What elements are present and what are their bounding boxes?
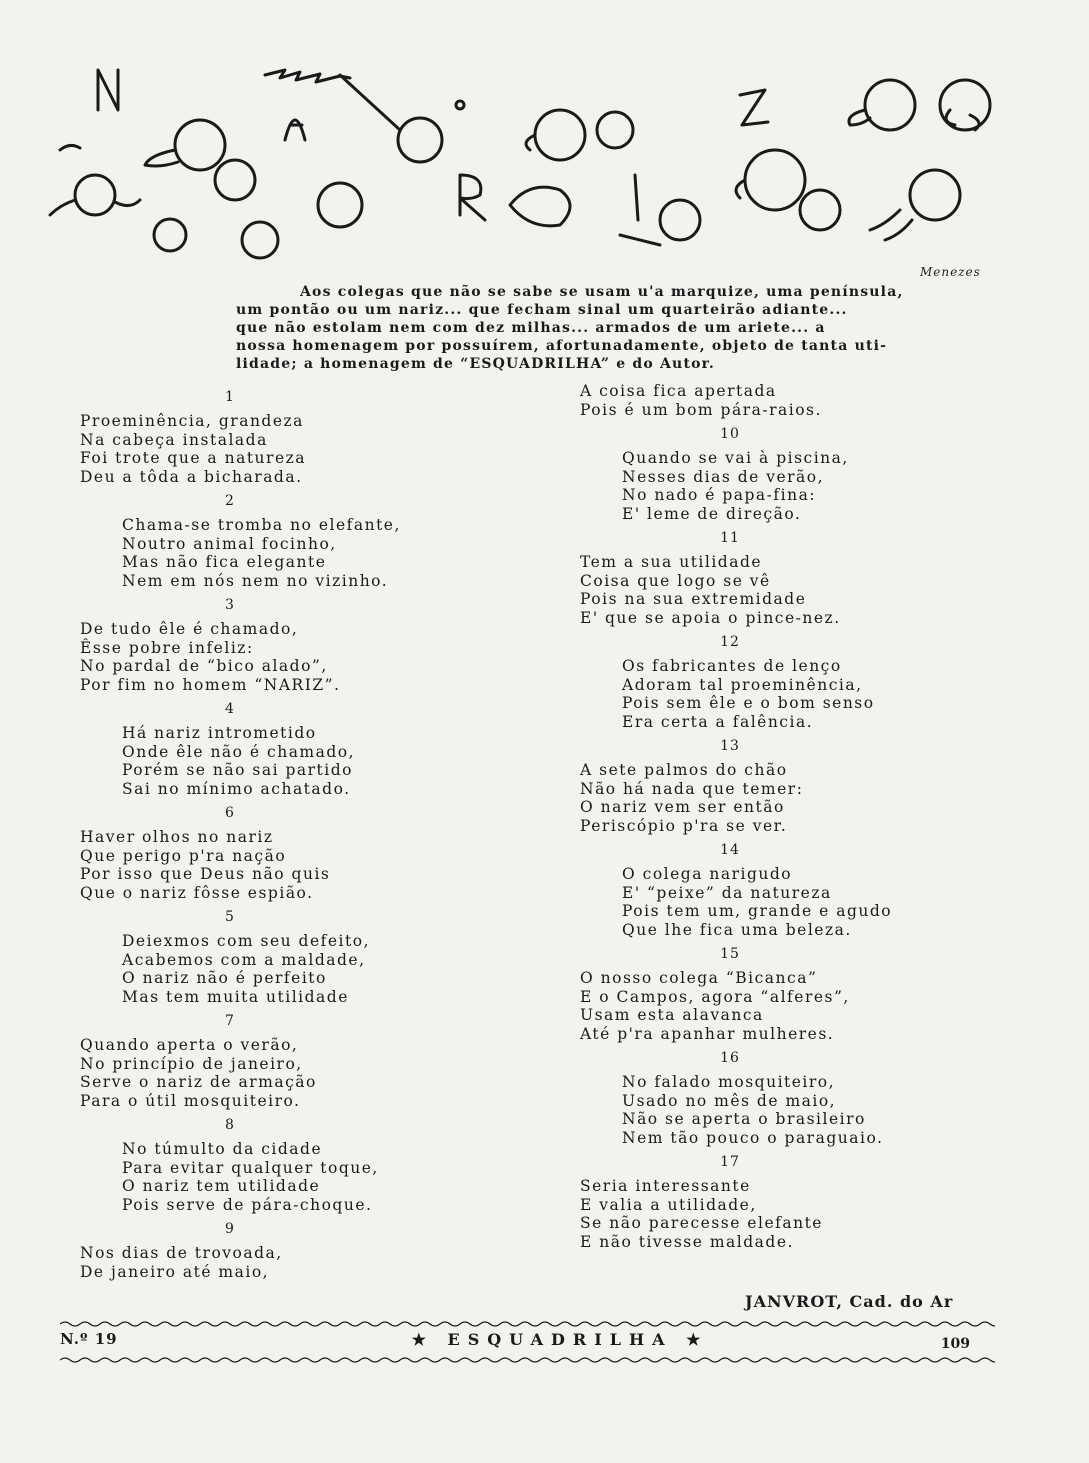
verse-line: Para evitar qualquer toque, [122,1158,379,1177]
letter-a [285,120,305,140]
verse-line: Por fim no homem “NARIZ”. [80,675,341,694]
verse-line: Não há nada que temer: [580,779,804,798]
stanza-number: 3 [225,597,235,613]
stanza [580,529,1000,627]
stanza-number: 15 [720,946,740,962]
verse-line: Era certa a falência. [622,712,814,731]
intro-line: lidade; a homenagem de “ESQUADRILHA” e do Autor. [236,356,716,372]
verse-line: Usado no mês de maio, [622,1091,837,1110]
verse-line: Pois é um bom pára-raios. [580,400,822,419]
verse-line: Até p'ra apanhar mulheres. [580,1024,835,1043]
caricatures-illustration [40,30,1050,270]
verse-line: Coisa que logo se vê [580,571,771,590]
stanza-number: 5 [225,909,235,925]
stanza-number: 6 [225,805,235,821]
stanza [580,633,1000,731]
verse-line: E' leme de direção. [622,504,802,523]
poem-left-column [80,382,500,1281]
verse-line: Os fabricantes de lenço [622,657,842,675]
verse-line: Quando aperta o verão, [80,1036,299,1054]
verse-line: Porém se não sai partido [122,761,353,779]
verse-line: Tem a sua utilidade [580,553,763,571]
issue-number: N.º 19 [60,1330,118,1348]
verse-line: O nariz vem ser então [580,798,785,816]
stanza [80,492,500,590]
verse-line: Que perigo p'ra nação [80,846,287,865]
verse-line: Acabemos com a maldade, [122,950,366,969]
stanza [580,425,1000,523]
verse-line: E' que se apoia o pince-nez. [580,608,841,627]
verse-line: Por isso que Deus não quis [80,865,331,883]
verse-line: Êsse pobre infeliz: [80,638,254,657]
stanza [580,1153,1000,1251]
intro-line: que não estolam nem com dez milhas... armados de um ariete... a [236,320,826,336]
verse-line: No princípio de janeiro, [80,1054,303,1073]
stanza-number: 11 [720,530,740,546]
verse-line: Proeminência, grandeza [80,412,304,430]
verse-line: Que lhe fica uma beleza. [622,920,852,939]
svg-text:N: N [105,60,158,130]
letter-n [98,70,118,110]
stanza-number: 14 [720,842,740,858]
verse-line: A sete palmos do chão [580,761,788,779]
verse-line: Quando se vai à piscina, [622,449,849,467]
verse-line: Sai no mínimo achatado. [122,779,351,798]
verse-line: De tudo êle é chamado, [80,620,299,638]
decorative-wave-divider [60,1320,995,1328]
verse-line: O nosso colega “Bicanca” [580,969,818,987]
verse-line: No nado é papa-fina: [622,486,817,504]
verse-line: Periscópio p'ra se ver. [580,816,788,835]
intro-line: Aos colegas que não se sabe se usam u'a marquize, uma península, [300,284,904,300]
verse-line: Nesses dias de verão, [622,467,825,486]
magazine-title: ★ ESQUADRILHA ★ [411,1330,709,1349]
verse-line: O colega narigudo [622,865,793,883]
verse-line: No falado mosquiteiro, [622,1073,836,1091]
verse-line: Se não parecesse elefante [580,1214,823,1232]
stanza-number: 10 [720,426,740,442]
stanza-number: 9 [225,1221,235,1237]
stanza [80,1012,500,1110]
stanza [80,388,500,486]
verse-line: Há nariz intrometido [122,724,317,742]
stanza-number: 17 [720,1154,740,1170]
stanza-number: 1 [225,389,235,405]
verse-line: Deu a tôda a bicharada. [80,467,303,486]
verse-line: Pois serve de pára-choque. [122,1195,373,1214]
verse-line: Não se aperta o brasileiro [622,1110,866,1128]
verse-line: Nos dias de trovoada, [80,1244,283,1262]
poem-right-column [580,382,1000,1251]
stanza [80,908,500,1006]
verse-line: Adoram tal proeminência, [622,675,863,694]
stanza [80,804,500,902]
author-credit: JANVROT, Cad. do Ar [745,1292,954,1311]
stanza [80,1116,500,1214]
cartoon-banner [40,30,1050,279]
page-footer [60,1320,995,1370]
verse-line: Serve o nariz de armação [80,1073,317,1091]
decorative-wave-divider [60,1356,995,1364]
stanza [80,700,500,798]
verse-line: Nem tão pouco o paraguaio. [622,1128,884,1147]
page-number: 109 [940,1336,970,1352]
stanza [80,596,500,694]
verse-line: Haver olhos no nariz [80,828,274,846]
verse-line: Pois tem um, grande e agudo [622,902,893,920]
verse-line: Chama-se tromba no elefante, [122,516,401,534]
letter-r [460,175,485,220]
dedication-paragraph [236,283,972,373]
verse-line: Usam esta alavanca [580,1006,764,1024]
verse-line: Deiexmos com seu defeito, [122,932,371,950]
stanza-number: 12 [720,634,740,650]
stanza [580,382,1000,419]
stanza-number: 8 [225,1117,235,1133]
verse-line: E o Campos, agora “alferes”, [580,987,850,1006]
verse-line: Mas tem muita utilidade [122,987,349,1006]
letter-i [635,175,638,220]
verse-line: O nariz tem utilidade [122,1177,321,1195]
stanza [580,945,1000,1043]
verse-line: Onde êle não é chamado, [122,742,356,761]
verse-line: No túmulto da cidade [122,1140,323,1158]
verse-line: Foi trote que a natureza [80,449,307,467]
verse-line: De janeiro até maio, [80,1262,270,1281]
verse-line: E não tivesse maldade. [580,1232,794,1251]
verse-line: Seria interessante [580,1177,751,1195]
verse-line: Noutro animal focinho, [122,534,337,553]
stanza-number: 2 [225,493,235,509]
verse-line: O nariz não é perfeito [122,969,327,987]
stanza [580,737,1000,835]
intro-line: nossa homenagem por possuírem, afortunadamente, objeto de tanta uti- [236,338,888,354]
verse-line: Nem em nós nem no vizinho. [122,571,389,590]
verse-line: E valia a utilidade, [580,1195,757,1214]
verse-line: No pardal de “bico alado”, [80,657,328,675]
intro-line: um pontão ou um nariz... que fecham sinal um quarteirão adiante... [236,302,848,318]
stanza [80,1220,500,1281]
verse-line: Na cabeça instalada [80,430,268,449]
verse-line: Para o útil mosquiteiro. [80,1091,301,1110]
stanza [580,841,1000,939]
verse-line: A coisa fica apertada [580,382,777,400]
stanza-number: 16 [720,1050,740,1066]
stanza-number: 13 [720,738,740,754]
stanza-number: 4 [225,701,235,717]
artist-signature: Menezes [920,265,981,279]
verse-line: E' “peixe” da natureza [622,883,832,902]
verse-line: Pois sem êle e o bom senso [622,694,875,712]
letter-z [740,90,768,125]
stanza [580,1049,1000,1147]
verse-line: Que o nariz fôsse espião. [80,883,314,902]
verse-line: Mas não fica elegante [122,553,327,571]
verse-line: Pois na sua extremidade [580,590,807,608]
stanza-number: 7 [225,1013,235,1029]
